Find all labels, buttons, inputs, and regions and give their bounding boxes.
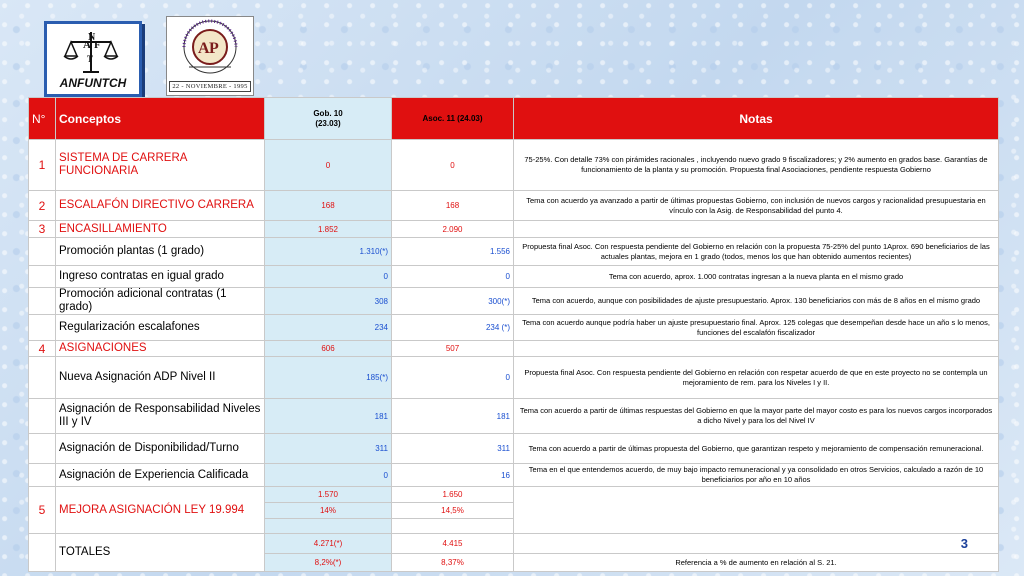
svg-text:A: A [198, 40, 210, 57]
row-concept: Regularización escalafones [56, 315, 265, 341]
row-concept: Ingreso contratas en igual grado [56, 266, 265, 288]
row-notes: Propuesta final Asoc. Con respuesta pendiente del Gobierno en relación con la propuesta 75-25% del punto 1Aprox. 690 beneficiarios de las actuales plantas, mejora en 1 grado (todos, menos los que han obtenido aumentos recientes) [514, 238, 999, 266]
header-gob [265, 98, 392, 140]
totals-note: Referencia a % de aumento en relación al S. 21. [514, 554, 999, 572]
totals-gob-pct: 8,2%(*) [265, 554, 392, 572]
row-notes [514, 221, 999, 238]
svg-text:A: A [83, 39, 91, 51]
row-notes: Tema con acuerdo, aunque con posibilidades de ajuste presupuestario. Aprox. 130 beneficiarios con más de 8 años en el mismo grado [514, 288, 999, 315]
svg-text:P: P [209, 40, 219, 57]
table-row [29, 140, 999, 191]
row-notes: Tema con acuerdo ya avanzado a partir de últimas propuestas Gobierno, con inclusión de nuevos cargos y racionalidad presupuestaria en vínculo con la Asig. de Responsabilidad del punto 4. [514, 191, 999, 221]
row-notes: Tema con acuerdo, aprox. 1.000 contratas ingresan a la nueva planta en el mismo grado [514, 266, 999, 288]
row-gob: 181 [265, 399, 392, 434]
row-gob: 185(*) [265, 357, 392, 399]
table-row [29, 399, 999, 434]
row-number [29, 288, 56, 315]
row-number [29, 357, 56, 399]
header-gob-date: (23.03) [315, 118, 341, 128]
row-number: 2 [29, 191, 56, 221]
table-row [29, 288, 999, 315]
header-gob-label: Gob. 10 [313, 108, 343, 118]
row-concept: MEJORA ASIGNACIÓN LEY 19.994 [56, 487, 265, 534]
table-row [29, 357, 999, 399]
association-seal [166, 16, 254, 96]
row-concept: Asignación de Disponibilidad/Turno [56, 434, 265, 464]
row-number [29, 266, 56, 288]
row-notes: Propuesta final Asoc. Con respuesta pendiente del Gobierno en relación con respetar acuerdo de que en este proyecto no se contempla un mejoramiento de rem. para los Niveles I y II. [514, 357, 999, 399]
row-gob: 168 [265, 191, 392, 221]
row-number [29, 315, 56, 341]
row-concept: ENCASILLAMIENTO [56, 221, 265, 238]
row-asoc: 2.090 [392, 221, 514, 238]
row-asoc: 300(*) [392, 288, 514, 315]
row-number: 1 [29, 140, 56, 191]
row-asoc: 0 [392, 357, 514, 399]
row-number: 3 [29, 221, 56, 238]
header-asoc: Asoc. 11 (24.03) [392, 98, 514, 140]
row-asoc: 0 [392, 266, 514, 288]
totals-row [29, 534, 999, 554]
row-gob-empty [265, 519, 392, 534]
table-header [29, 98, 999, 140]
totals-asoc: 4.415 [392, 534, 514, 554]
row-notes [514, 341, 999, 357]
totals-gob: 4.271(*) [265, 534, 392, 554]
scales-icon [61, 28, 121, 76]
table-row [29, 221, 999, 238]
row-number: 5 [29, 487, 56, 534]
row-asoc: 16 [392, 464, 514, 487]
svg-text:N: N [88, 32, 96, 43]
row-gob: 308 [265, 288, 392, 315]
totals-asoc-pct: 8,37% [392, 554, 514, 572]
row-asoc: 507 [392, 341, 514, 357]
header-number: N° [29, 98, 56, 140]
row-gob: 311 [265, 434, 392, 464]
anfuntch-logo-text: ANFUNTCH [59, 76, 127, 90]
row-gob: 0 [265, 464, 392, 487]
totals-number [29, 534, 56, 572]
row-notes: Tema con acuerdo a partir de últimas propuesta del Gobierno, que garantizan respeto y mejoramiento de compensación remuneracional. [514, 434, 999, 464]
row-concept: Asignación de Responsabilidad Niveles III y IV [56, 399, 265, 434]
table-row [29, 434, 999, 464]
table-row [29, 191, 999, 221]
header-notas: Notas [514, 98, 999, 140]
row-asoc-pct: 14,5% [392, 503, 514, 519]
row-concept: Promoción plantas (1 grado) [56, 238, 265, 266]
row-notes: Tema en el que entendemos acuerdo, de muy bajo impacto remuneracional y ya consolidado en otros Servicios, calculado a razón de 10 beneficiarios por año en 10 años [514, 464, 999, 487]
svg-text:F: F [94, 39, 101, 51]
row-number [29, 238, 56, 266]
row-number [29, 399, 56, 434]
table-row [29, 464, 999, 487]
row-asoc: 1.650 [392, 487, 514, 503]
negotiation-table [28, 97, 999, 572]
anfuntch-logo [44, 21, 142, 97]
row-gob: 1.310(*) [265, 238, 392, 266]
totals-label: TOTALES [56, 534, 265, 572]
row-notes: Tema con acuerdo a partir de últimas respuestas del Gobierno en que la mayor parte del mayor costo es para los nuevos cargos incorporados a dicho Nivel y para los del Nivel IV [514, 399, 999, 434]
table-row [29, 238, 999, 266]
row-number [29, 434, 56, 464]
table-row [29, 266, 999, 288]
row-concept: SISTEMA DE CARRERA FUNCIONARIA [56, 140, 265, 191]
row-concept: Nueva Asignación ADP Nivel II [56, 357, 265, 399]
row-concept: ESCALAFÓN DIRECTIVO CARRERA [56, 191, 265, 221]
row-asoc: 0 [392, 140, 514, 191]
table-row [29, 315, 999, 341]
row-gob-pct: 14% [265, 503, 392, 519]
seal-date: 22 - NOVIEMBRE - 1995 [169, 81, 251, 92]
row-gob: 0 [265, 266, 392, 288]
row-asoc: 181 [392, 399, 514, 434]
row-gob: 606 [265, 341, 392, 357]
header-conceptos: Conceptos [56, 98, 265, 140]
table-row [29, 487, 999, 503]
row-notes: Tema con acuerdo aunque podría haber un ajuste presupuestario final. Aprox. 125 colegas que desempeñan desde hace un año s lo menos, funciones del escalafón fiscalizador [514, 315, 999, 341]
svg-text:T: T [87, 54, 94, 64]
row-asoc: 311 [392, 434, 514, 464]
row-concept: Asignación de Experiencia Calificada [56, 464, 265, 487]
row-asoc: 168 [392, 191, 514, 221]
row-gob: 1.570 [265, 487, 392, 503]
row-concept: Promoción adicional contratas (1 grado) [56, 288, 265, 315]
seal-emblem-icon [175, 19, 245, 81]
row-concept: ASIGNACIONES [56, 341, 265, 357]
row-number [29, 464, 56, 487]
row-number: 4 [29, 341, 56, 357]
row-notes: 75-25%. Con detalle 73% con pirámides racionales , incluyendo nuevo grado 9 fiscalizadores; y 2% aumento en grados base. Garantías de funcionamiento de la planta y su promoción. Propuesta final Asociaciones, pendiente respuesta Gobierno [514, 140, 999, 191]
row-gob: 1.852 [265, 221, 392, 238]
row-asoc-empty [392, 519, 514, 534]
row-asoc: 1.556 [392, 238, 514, 266]
row-gob: 0 [265, 140, 392, 191]
page-number: 3 [514, 534, 999, 554]
table-row [29, 341, 999, 357]
row-asoc: 234 (*) [392, 315, 514, 341]
row-gob: 234 [265, 315, 392, 341]
row-notes [514, 487, 999, 534]
